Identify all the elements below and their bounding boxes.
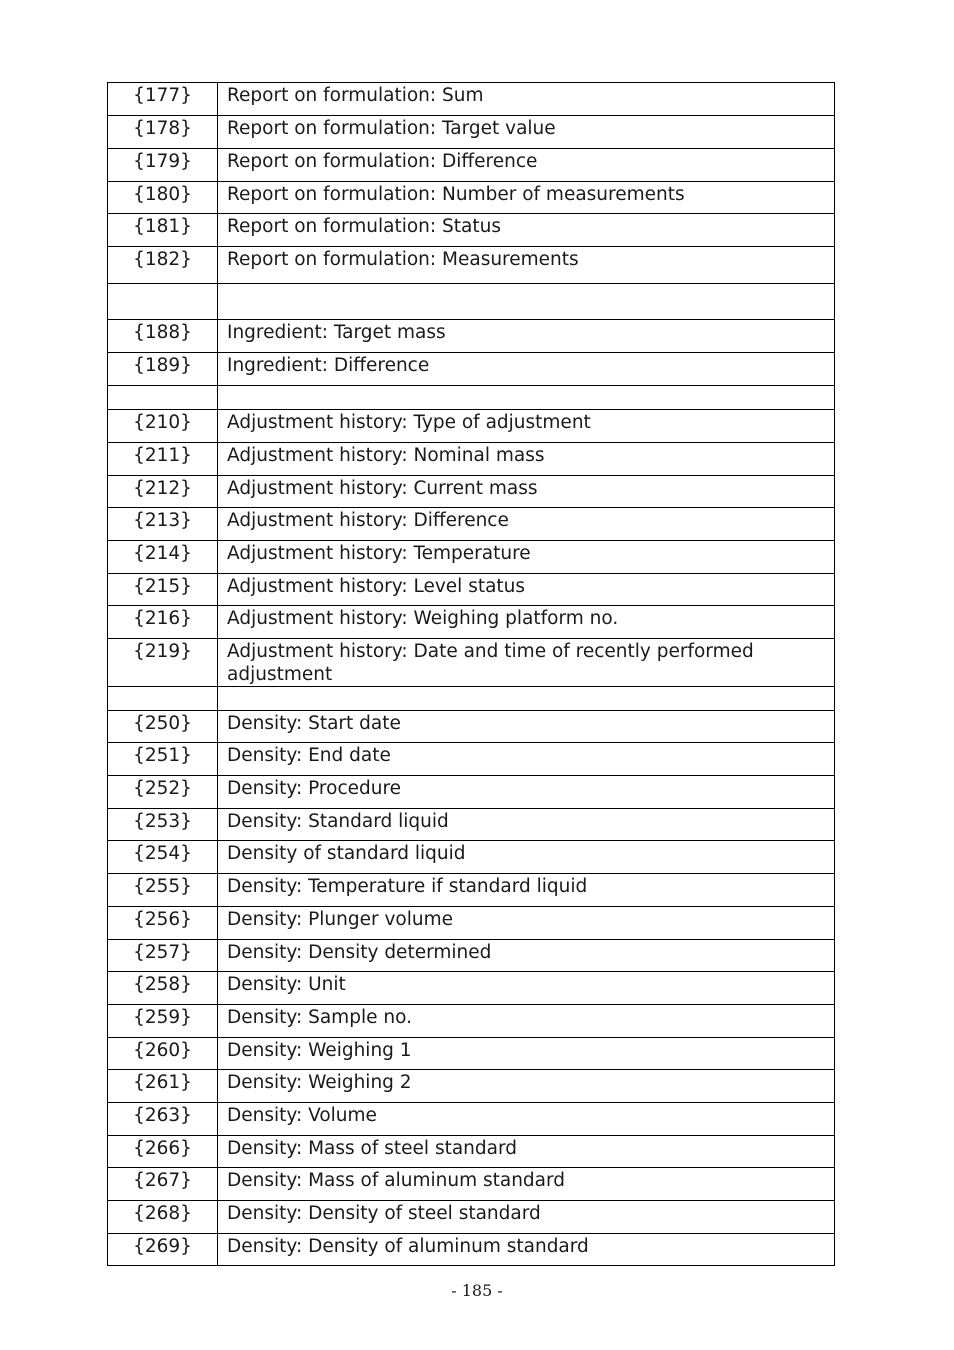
table-row bbox=[108, 214, 835, 247]
table-row bbox=[108, 907, 835, 940]
row-code bbox=[108, 386, 218, 410]
table-row bbox=[108, 639, 835, 687]
table-row bbox=[108, 776, 835, 809]
row-description bbox=[218, 687, 835, 711]
row-code: {251} bbox=[108, 743, 218, 776]
row-code bbox=[108, 284, 218, 320]
table-row bbox=[108, 743, 835, 776]
row-description: Density: Standard liquid bbox=[218, 809, 835, 841]
row-code: {216} bbox=[108, 606, 218, 639]
row-description: Density: Density of steel standard bbox=[218, 1201, 835, 1234]
table-row bbox=[108, 972, 835, 1005]
row-code: {210} bbox=[108, 410, 218, 443]
table-row bbox=[108, 443, 835, 476]
row-description: Density of standard liquid bbox=[218, 841, 835, 874]
row-code: {269} bbox=[108, 1234, 218, 1266]
row-code: {180} bbox=[108, 182, 218, 214]
table-row bbox=[108, 476, 835, 508]
row-description: Adjustment history: Difference bbox=[218, 508, 835, 541]
row-description: Density: Mass of aluminum standard bbox=[218, 1168, 835, 1201]
table-row bbox=[108, 809, 835, 841]
row-code: {182} bbox=[108, 247, 218, 284]
row-code: {250} bbox=[108, 711, 218, 743]
row-description: Density: Sample no. bbox=[218, 1005, 835, 1038]
row-code: {266} bbox=[108, 1136, 218, 1168]
row-code: {211} bbox=[108, 443, 218, 476]
table-row bbox=[108, 711, 835, 743]
row-description: Density: Temperature if standard liquid bbox=[218, 874, 835, 907]
table-row bbox=[108, 606, 835, 639]
row-code: {189} bbox=[108, 353, 218, 386]
table-row bbox=[108, 841, 835, 874]
row-description: Ingredient: Target mass bbox=[218, 320, 835, 353]
table-row bbox=[108, 508, 835, 541]
row-code: {214} bbox=[108, 541, 218, 574]
table-row bbox=[108, 320, 835, 353]
row-description: Density: Procedure bbox=[218, 776, 835, 809]
page-number: - 185 - bbox=[451, 1281, 503, 1300]
table-row bbox=[108, 182, 835, 214]
row-code: {177} bbox=[108, 83, 218, 116]
row-description: Report on formulation: Measurements bbox=[218, 247, 835, 284]
table-row bbox=[108, 1201, 835, 1234]
row-description: Density: Density of aluminum standard bbox=[218, 1234, 835, 1266]
row-description: Density: Plunger volume bbox=[218, 907, 835, 940]
row-code: {178} bbox=[108, 116, 218, 149]
table-row bbox=[108, 874, 835, 907]
row-description: Density: Start date bbox=[218, 711, 835, 743]
row-code: {188} bbox=[108, 320, 218, 353]
table-row bbox=[108, 940, 835, 972]
row-description: Report on formulation: Target value bbox=[218, 116, 835, 149]
row-code: {254} bbox=[108, 841, 218, 874]
row-code: {219} bbox=[108, 639, 218, 687]
code-table bbox=[107, 82, 835, 1266]
row-code: {256} bbox=[108, 907, 218, 940]
row-description: Adjustment history: Current mass bbox=[218, 476, 835, 508]
row-code: {267} bbox=[108, 1168, 218, 1201]
table-row bbox=[108, 149, 835, 182]
row-description: Density: Unit bbox=[218, 972, 835, 1005]
row-code: {255} bbox=[108, 874, 218, 907]
row-description: Adjustment history: Nominal mass bbox=[218, 443, 835, 476]
row-code: {213} bbox=[108, 508, 218, 541]
row-description: Report on formulation: Sum bbox=[218, 83, 835, 116]
row-code: {261} bbox=[108, 1070, 218, 1103]
row-description bbox=[218, 284, 835, 320]
row-description: Density: Weighing 1 bbox=[218, 1038, 835, 1070]
row-description: Adjustment history: Type of adjustment bbox=[218, 410, 835, 443]
row-code: {260} bbox=[108, 1038, 218, 1070]
row-code bbox=[108, 687, 218, 711]
row-description: Ingredient: Difference bbox=[218, 353, 835, 386]
table-row bbox=[108, 1070, 835, 1103]
table-row bbox=[108, 1234, 835, 1266]
table-row bbox=[108, 1005, 835, 1038]
row-code: {253} bbox=[108, 809, 218, 841]
row-code: {268} bbox=[108, 1201, 218, 1234]
row-description: Density: Density determined bbox=[218, 940, 835, 972]
row-code: {263} bbox=[108, 1103, 218, 1136]
table-row bbox=[108, 410, 835, 443]
row-description bbox=[218, 386, 835, 410]
row-description: Adjustment history: Level status bbox=[218, 574, 835, 606]
row-description: Density: Volume bbox=[218, 1103, 835, 1136]
table-row bbox=[108, 1136, 835, 1168]
code-table-body bbox=[108, 83, 835, 1266]
row-code: {258} bbox=[108, 972, 218, 1005]
table-row bbox=[108, 247, 835, 284]
row-code: {212} bbox=[108, 476, 218, 508]
table-row bbox=[108, 353, 835, 386]
table-row bbox=[108, 1038, 835, 1070]
table-row bbox=[108, 1103, 835, 1136]
row-code: {179} bbox=[108, 149, 218, 182]
row-description: Report on formulation: Number of measurements bbox=[218, 182, 835, 214]
row-description: Report on formulation: Difference bbox=[218, 149, 835, 182]
table-row bbox=[108, 541, 835, 574]
row-description: Adjustment history: Weighing platform no. bbox=[218, 606, 835, 639]
table-row bbox=[108, 1168, 835, 1201]
table-row bbox=[108, 83, 835, 116]
row-code: {252} bbox=[108, 776, 218, 809]
row-code: {181} bbox=[108, 214, 218, 247]
row-code: {257} bbox=[108, 940, 218, 972]
row-code: {259} bbox=[108, 1005, 218, 1038]
table-spacer-row bbox=[108, 386, 835, 410]
table-row bbox=[108, 574, 835, 606]
row-description: Density: End date bbox=[218, 743, 835, 776]
table-spacer-row bbox=[108, 284, 835, 320]
row-description: Density: Weighing 2 bbox=[218, 1070, 835, 1103]
table-spacer-row bbox=[108, 687, 835, 711]
row-description: Adjustment history: Date and time of recently performed adjustment bbox=[218, 639, 835, 687]
row-description: Report on formulation: Status bbox=[218, 214, 835, 247]
table-row bbox=[108, 116, 835, 149]
row-description: Density: Mass of steel standard bbox=[218, 1136, 835, 1168]
row-code: {215} bbox=[108, 574, 218, 606]
row-description: Adjustment history: Temperature bbox=[218, 541, 835, 574]
